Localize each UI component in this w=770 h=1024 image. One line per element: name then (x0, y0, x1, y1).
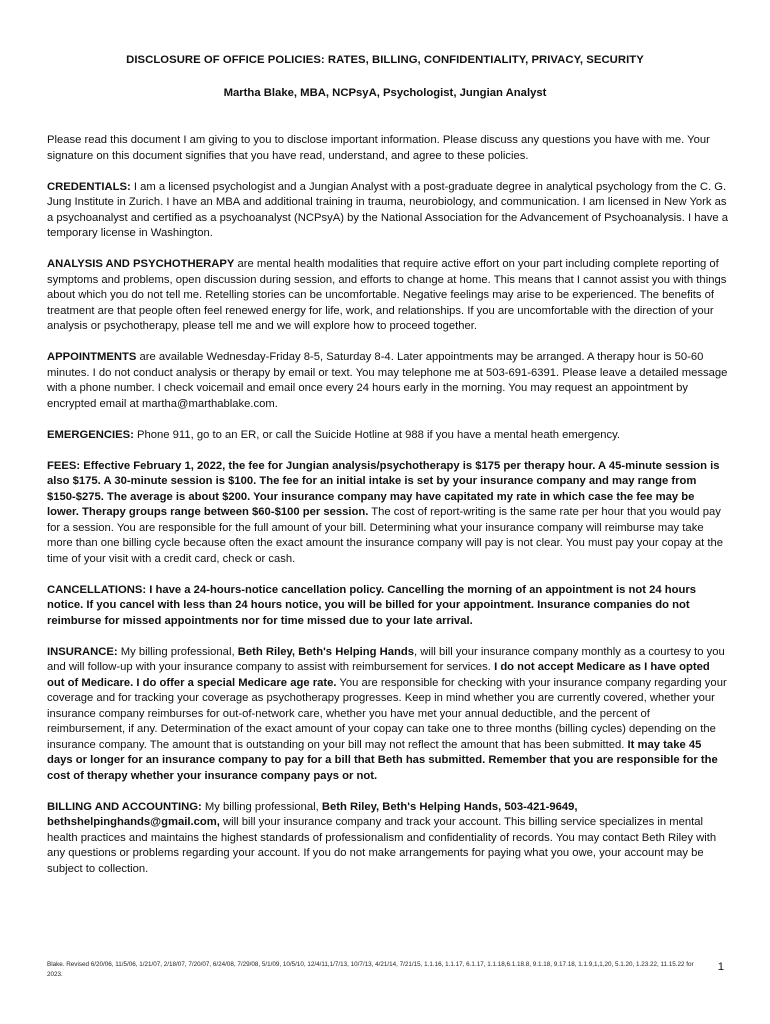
credentials-heading: CREDENTIALS: (47, 180, 131, 193)
insurance-text-3: You are responsible for checking with your insurance company regarding your coverage and for tracking your coverage as psychotherapy progresses. Keep in mind whether you are currently covered, whether your insurance company reimburses for out-of-network care, whether you have met your annual deductible, and the percent of reimbursement, if any. Determination of the exact amount of your copay can take one to three months (billing cycles) depending on the insurance company. The amount that is outstanding on your bill may not reflect the amount that has been submitted. (47, 676, 727, 751)
insurance-heading: INSURANCE: (47, 645, 118, 658)
insurance-medicare-note: I do not accept Medicare as I have opted out of Medicare. I do offer a special Medicare age rate. (47, 661, 710, 689)
insurance-billing-name: Beth Riley, Beth's Helping Hands (237, 645, 414, 658)
insurance-text-1: My billing professional, (117, 645, 238, 658)
insurance-payment-note: It may take 45 days or longer for an insurance company to pay for a bill that Beth has submitted. Remember that you are responsible for the cost of therapy whether your insurance company pays or not. (47, 738, 718, 782)
appointments-heading: APPOINTMENTS (47, 351, 137, 363)
billing-paragraph (47, 800, 729, 878)
billing-text-2: will bill your insurance company and track your account. This billing service specializes in mental health practices and maintains the highest standards of professionalism and confidentiality of records. You may contact Beth Riley with any questions or problems regarding your account. If you do not make arrangements for paying what you owe, your account may be subject to collection. (47, 816, 717, 875)
revision-footer: Blake. Revised 6/20/06, 11/5/06, 1/21/07, 2/18/07, 7/20/07, 6/24/08, 7/29/08, 5/1/09, 10/5/10, 12/4/11,1/7/13, 10/7/13, 4/21/14, 7/21/15, 1.1.16, 1.1.17, 6.1.17, 1.1.18,6.1.18.8, 9.1.18, 9.17.18, 1.1.9,1,1,20, 5.1.20, 1.23.22, 11.15.22 for 2023. (47, 961, 694, 978)
intro-paragraph (47, 133, 729, 164)
emergencies-heading: EMERGENCIES: (47, 428, 134, 441)
document-body (47, 133, 729, 893)
credentials-text: I am a licensed psychologist and a Jungian Analyst with a post-graduate degree in analytical psychology from the C. G. Jung Institute in Zurich. I have an MBA and additional training in trauma, neurobiology, and communication. I am licensed in New York as a psychoanalyst and certified as a psychoanalyst (NCPsyA) by the National Association for the Advancement of Psychoanalysis. I have a temporary license in Washington. (47, 180, 728, 239)
cancellations-text: CANCELLATIONS: I have a 24-hours-notice cancellation policy. Cancelling the morning of an appointment is not 24 hours notice. If you cancel with less than 24 hours notice, you will be billed for your appointment. Insurance companies do not reimburse for missed appointments nor for time missed due to your late arrival. (47, 583, 697, 627)
page-number: 1 (717, 961, 724, 973)
fees-text: The cost of report-writing is the same rate per hour that you would pay for a session. You are responsible for the full amount of your bill. Determining what your insurance company will reimburse may take more than one billing cycle because often the exact amount the insurance company will pay is not clear. You must pay your copay at the time of your visit with a credit card, check or cash. (47, 506, 724, 565)
billing-heading: BILLING AND ACCOUNTING: (47, 800, 202, 813)
credentials-paragraph (47, 180, 729, 242)
emergencies-paragraph (47, 428, 729, 444)
cancellations-paragraph (47, 583, 729, 630)
fees-paragraph (47, 459, 729, 568)
appointments-paragraph (47, 350, 729, 412)
billing-contact: Beth Riley, Beth's Helping Hands, 503-421-9649, bethshelpinghands@gmail.com, (47, 800, 578, 828)
intro-text: Please read this document I am giving to you to disclose important information. Please discuss any questions you have with me. Your signature on this document signifies that you have read, understand, and agree to these policies. (47, 134, 710, 162)
fees-bold-text: FEES: Effective February 1, 2022, the fee for Jungian analysis/psychotherapy is $175 per therapy hour. A 45-minute session is also $175. A 30-minute session is $100. The fee for an initial intake is set by your insurance company and may range from $150-$275. The average is about $200. Your insurance company may have capitated my rate in which case the fee may be lower. Therapy groups range between $60-$100 per session. (47, 459, 720, 518)
document-title: DISCLOSURE OF OFFICE POLICIES: RATES, BILLING, CONFIDENTIALITY, PRIVACY, SECURITY (126, 54, 644, 66)
insurance-text-2: , will bill your insurance company monthly as a courtesy to you and will follow-up with your insurance company to assist with reimbursement for services. (47, 645, 725, 673)
author-line: Martha Blake, MBA, NCPsyA, Psychologist, Jungian Analyst (223, 87, 547, 99)
emergencies-text: Phone 911, go to an ER, or call the Suicide Hotline at 988 if you have a mental heath emergency. (133, 428, 621, 441)
appointments-text: are available Wednesday-Friday 8-5, Saturday 8-4. Later appointments may be arranged. A therapy hour is 50-60 minutes. I do not conduct analysis or therapy by email or text. You may telephone me at 503-691-6391. Please leave a detailed message with a phone number. I check voicemail and email once every 24 hours early in the morning. You may request an appointment by encrypted email at martha@marthablake.com. (47, 351, 728, 410)
billing-text-1: My billing professional, (201, 800, 322, 813)
analysis-heading: ANALYSIS AND PSYCHOTHERAPY (47, 258, 235, 270)
insurance-paragraph (47, 645, 729, 785)
analysis-text: are mental health modalities that require active effort on your part including complete reporting of symptoms and problems, open discussion during session, and efforts to change at home. This means that I cannot assist you with things about which you do not tell me. Retelling stories can be uncomfortable. Negative feelings may arise to be experienced. The benefits of treatment are that people often feel renewed energy for life, work, and relationships. If you are uncomfortable with the direction of your analysis or psychotherapy, please tell me and we will explore how to proceed together. (47, 258, 727, 332)
analysis-paragraph (47, 257, 729, 335)
